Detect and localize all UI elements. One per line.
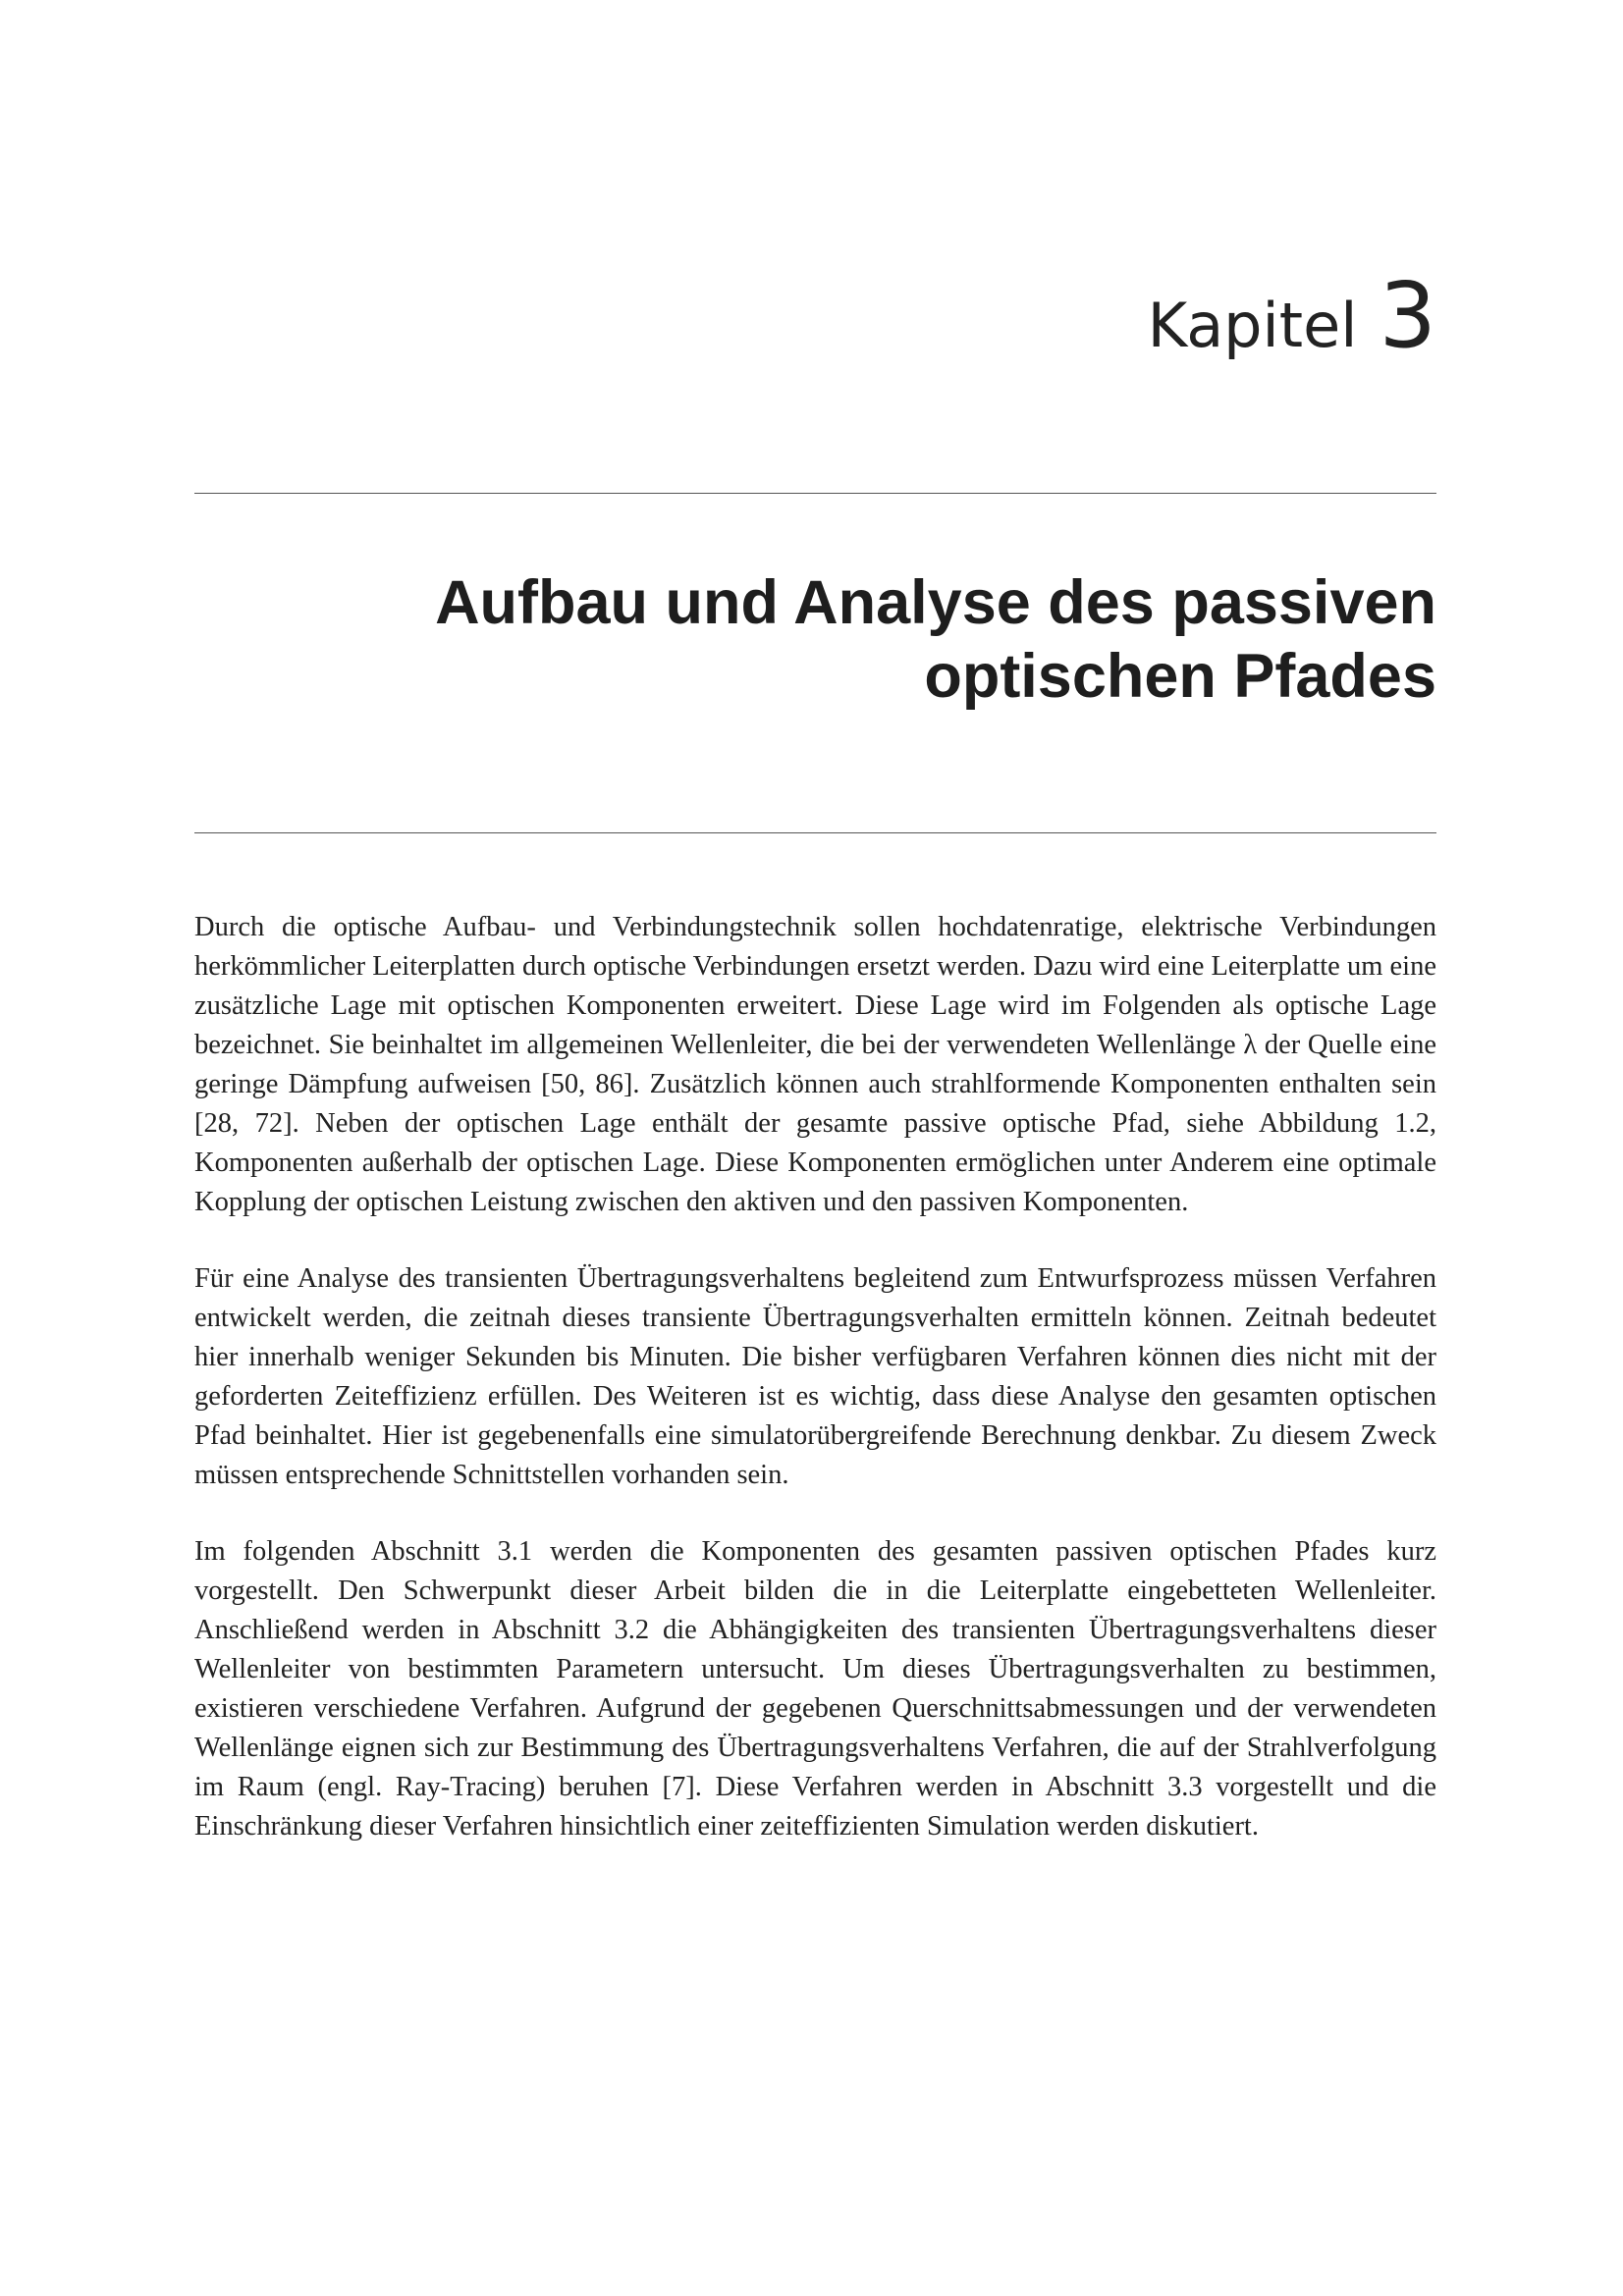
paragraph-3: Im folgenden Abschnitt 3.1 werden die Komponenten des gesamten passiven optischen Pfades kurz vorgestellt. Den Schwerpunkt dieser Arbeit bilden die in die Leiterplatte eingebetteten Wellenleiter. Anschließend werden in Abschnitt 3.2 die Abhängigkeiten des transienten Übertragungsverhaltens dieser Wellenleiter von bestimmten Parametern untersucht. Um dieses Übertragungsverhalten zu bestimmen, existieren verschiedene Verfahren. Aufgrund der gegebenen Querschnittsabmessungen und der verwendeten Wellenlänge eignen sich zur Bestimmung des Übertragungsverhaltens Verfahren, die auf der Strahlverfolgung im Raum (engl. Ray-Tracing) beruhen [7]. Diese Verfahren werden in Abschnitt 3.3 vorgestellt und die Einschränkung dieser Verfahren hinsichtlich einer zeiteffizienten Simulation werden diskutiert.	[194, 1536, 1436, 1842]
chapter-title-line-2: optischen Pfades	[924, 642, 1436, 711]
top-divider	[194, 493, 1436, 494]
bottom-divider	[194, 832, 1436, 833]
body-text	[194, 908, 1436, 1884]
paragraph-1: Durch die optische Aufbau- und Verbindungstechnik sollen hochdatenratige, elektrische Verbindungen herkömmlicher Leiterplatten durch optische Verbindungen ersetzt werden. Dazu wird eine Leiterplatte um eine zusätzliche Lage mit optischen Komponenten erweitert. Diese Lage wird im Folgenden als optische Lage bezeichnet. Sie beinhaltet im allgemeinen Wellenleiter, die bei der verwendeten Wellenlänge λ der Quelle eine geringe Dämpfung aufweisen [50, 86]. Zusätzlich können auch strahlformende Komponenten enthalten sein [28, 72]. Neben der optischen Lage enthält der gesamte passive optische Pfad, siehe Abbildung 1.2, Komponenten außerhalb der optischen Lage. Diese Komponenten ermöglichen unter Anderem eine optimale Kopplung der optischen Leistung zwischen den aktiven und den passiven Komponenten.	[194, 912, 1436, 1217]
chapter-heading	[1148, 263, 1436, 368]
paragraph-2: Für eine Analyse des transienten Übertragungsverhaltens begleitend zum Entwurfsprozess müssen Verfahren entwickelt werden, die zeitnah dieses transiente Übertragungsverhalten ermitteln können. Zeitnah bedeutet hier innerhalb weniger Sekunden bis Minuten. Die bisher verfügbaren Verfahren können dies nicht mit der geforderten Zeiteffizienz erfüllen. Des Weiteren ist es wichtig, dass diese Analyse den gesamten optischen Pfad beinhaltet. Hier ist gegebenenfalls eine simulatorübergreifende Berechnung denkbar. Zu diesem Zweck müssen entsprechende Schnittstellen vorhanden sein.	[194, 1263, 1436, 1490]
chapter-title-line-1: Aufbau und Analyse des passiven	[435, 568, 1436, 637]
chapter-label: Kapitel	[1147, 290, 1358, 361]
chapter-number: 3	[1379, 263, 1436, 368]
chapter-title	[258, 566, 1436, 714]
